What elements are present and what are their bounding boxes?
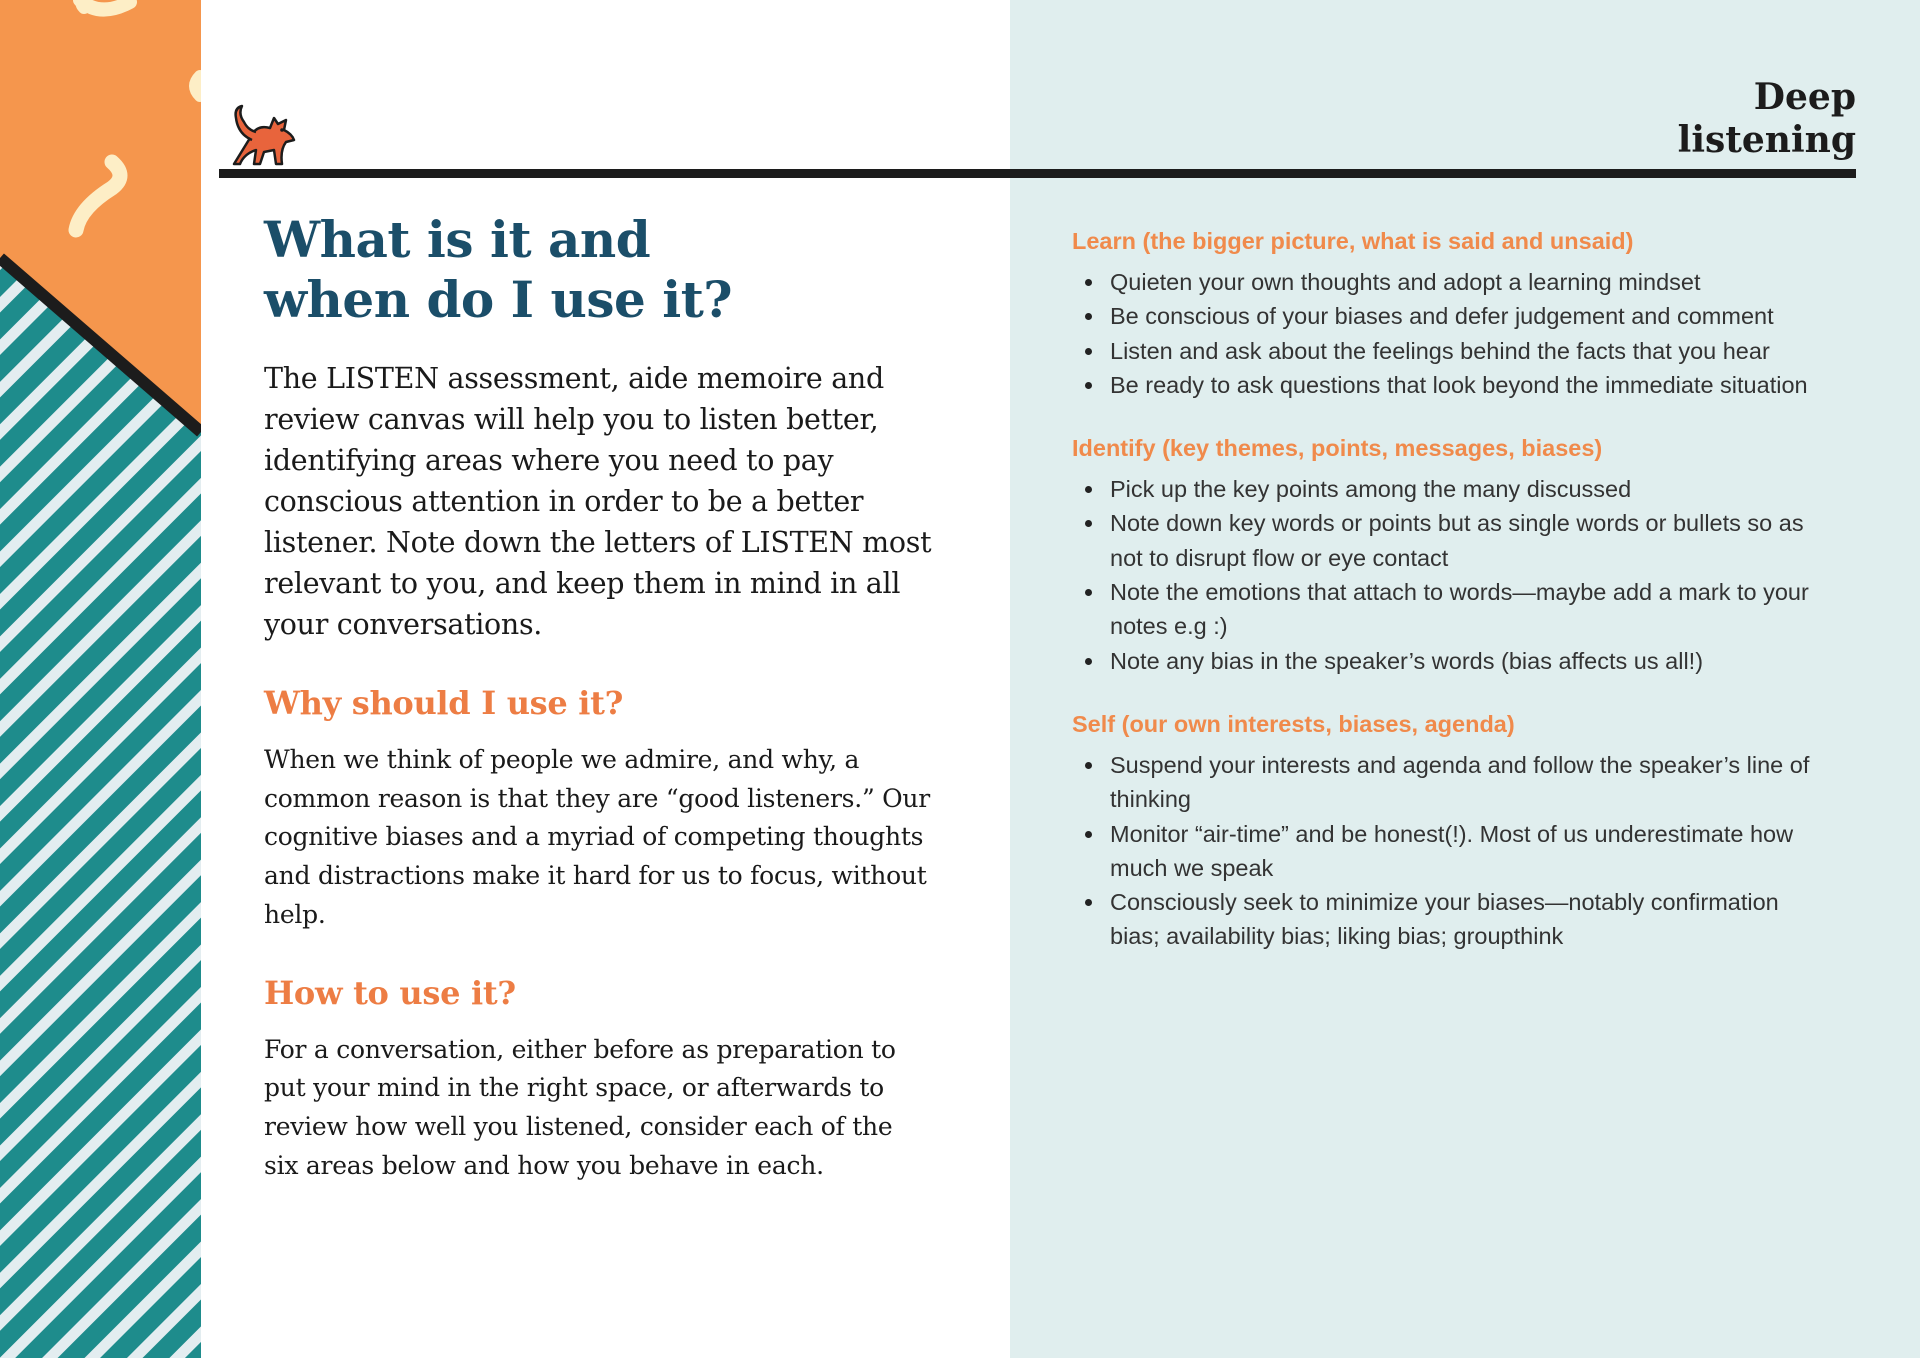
list-item: Consciously seek to minimize your biases—notably confirmation bias; availability bias; liking bias; groupthink [1072, 885, 1832, 954]
section-heading: Self (our own interests, biases, agenda) [1072, 710, 1515, 737]
section-self [1072, 707, 1832, 954]
document-title [1556, 76, 1856, 162]
list-item: Listen and ask about the feelings behind the facts that you hear [1072, 334, 1832, 368]
section-learn [1072, 224, 1832, 402]
section-heading: Identify (key themes, points, messages, biases) [1072, 435, 1603, 462]
why-heading: Why should I use it? [264, 684, 624, 722]
how-paragraph: For a conversation, either before as preparation to put your mind in the right space, or afterwards to review how well you listened, consider each of the six areas below and how you behave in each. [264, 1034, 896, 1180]
list-item: Pick up the key points among the many discussed [1072, 472, 1832, 506]
list-item: Note the emotions that attach to words—maybe add a mark to your notes e.g :) [1072, 575, 1832, 644]
main-heading [264, 210, 934, 330]
intro-paragraph: The LISTEN assessment, aide memoire and review canvas will help you to listen better, identifying areas where you need to pay conscious attention in order to be a better listener. Note down the letters of LISTEN most relevant to you, and keep them in mind in all your conversations. [264, 362, 932, 641]
title-line-2: listening [1677, 119, 1856, 161]
why-paragraph: When we think of people we admire, and why, a common reason is that they are “good listeners.” Our cognitive biases and a myriad of competing thoughts and distractions make it hard for us to focus, without help. [264, 745, 930, 929]
title-line-1: Deep [1753, 76, 1856, 118]
main-heading-line-1: What is it and [264, 210, 651, 269]
left-column [264, 210, 934, 1185]
list-item: Note down key words or points but as single words or bullets so as not to disrupt flow or eye contact [1072, 506, 1832, 575]
section-heading: Learn (the bigger picture, what is said and unsaid) [1072, 228, 1634, 254]
main-heading-line-2: when do I use it? [264, 270, 733, 329]
bullet-list [1072, 748, 1832, 954]
list-item: Be ready to ask questions that look beyond the immediate situation [1072, 368, 1832, 402]
header-rule [219, 169, 1856, 178]
list-item: Suspend your interests and agenda and follow the speaker’s line of thinking [1072, 748, 1832, 817]
how-heading: How to use it? [264, 973, 516, 1012]
decorative-strip [0, 0, 201, 1358]
bullet-list [1072, 472, 1832, 678]
list-item: Quieten your own thoughts and adopt a learning mindset [1072, 265, 1832, 299]
right-column [1072, 224, 1832, 983]
list-item: Be conscious of your biases and defer judgement and comment [1072, 299, 1832, 333]
section-identify [1072, 431, 1832, 678]
bullet-list [1072, 265, 1832, 402]
list-item: Monitor “air-time” and be honest(!). Most of us underestimate how much we speak [1072, 817, 1832, 886]
list-item: Note any bias in the speaker’s words (bias affects us all!) [1072, 644, 1832, 678]
fox-icon [230, 104, 298, 168]
